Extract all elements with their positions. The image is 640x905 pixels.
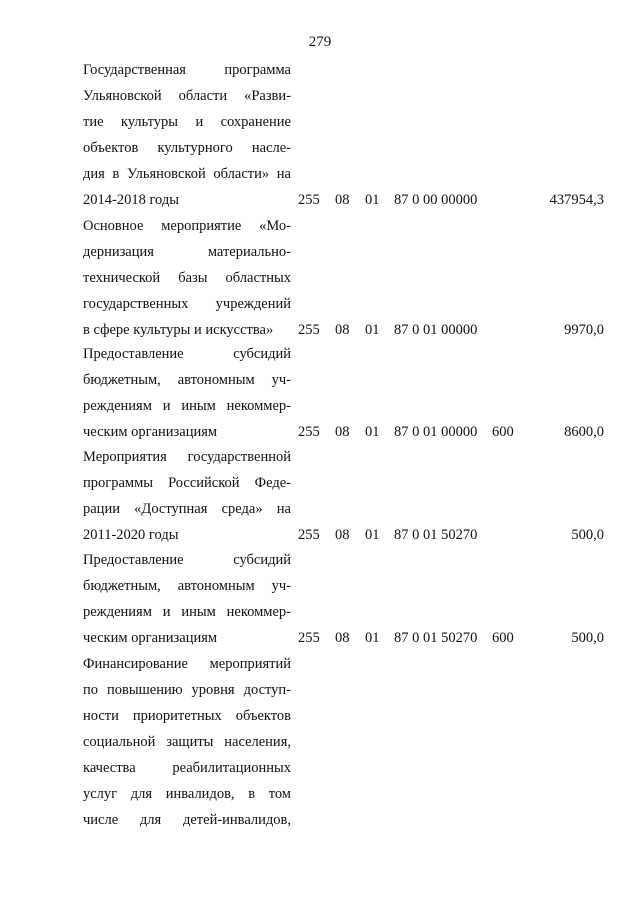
description-line: государственных учреждений <box>83 296 291 312</box>
row-description <box>83 444 291 548</box>
description-line: тие культуры и сохранение <box>83 114 291 130</box>
description-line: реждениям и иным некоммер- <box>83 604 291 620</box>
subsection-code: 01 <box>365 424 380 440</box>
description-line: Финансирование мероприятий <box>83 656 291 672</box>
description-line: ческим организациям <box>83 630 218 646</box>
row-description <box>83 547 291 651</box>
description-line: Мероприятия государственной <box>83 449 291 465</box>
subsection-code: 01 <box>365 192 380 208</box>
description-line: объектов культурного насле- <box>83 140 291 156</box>
expense-type-code: 600 <box>492 630 514 646</box>
subsection-code: 01 <box>365 322 380 338</box>
ministry-code: 255 <box>298 527 320 543</box>
section-code: 08 <box>335 192 350 208</box>
section-code: 08 <box>335 322 350 338</box>
description-line: дия в Ульяновской области» на <box>83 166 291 182</box>
target-article-code: 87 0 00 00000 <box>394 192 478 208</box>
description-line: рации «Доступная среда» на <box>83 501 291 517</box>
description-line: бюджетным, автономным уч- <box>83 372 291 388</box>
target-article-code: 87 0 01 00000 <box>394 322 478 338</box>
description-line: числе для детей-инвалидов, <box>83 812 291 828</box>
ministry-code: 255 <box>298 424 320 440</box>
description-line: дернизация материально- <box>83 244 291 260</box>
row-description <box>83 213 291 343</box>
row-description <box>83 651 291 833</box>
page-number: 279 <box>308 34 332 50</box>
subsection-code: 01 <box>365 630 380 646</box>
ministry-code: 255 <box>298 192 320 208</box>
description-line: ческим организациям <box>83 424 218 440</box>
description-line: Предоставление субсидий <box>83 552 291 568</box>
description-line: 2011-2020 годы <box>83 527 179 543</box>
row-description <box>83 57 291 213</box>
description-line: Ульяновской области «Разви- <box>83 88 291 104</box>
amount: 437954,3 <box>549 192 604 208</box>
expense-type-code: 600 <box>492 424 514 440</box>
amount: 8600,0 <box>564 424 604 440</box>
row-description <box>83 341 291 445</box>
section-code: 08 <box>335 424 350 440</box>
description-line: технической базы областных <box>83 270 291 286</box>
target-article-code: 87 0 01 00000 <box>394 424 478 440</box>
description-line: Государственная программа <box>83 62 291 78</box>
description-line: в сфере культуры и искусства» <box>83 322 274 338</box>
amount: 500,0 <box>571 630 604 646</box>
ministry-code: 255 <box>298 322 320 338</box>
description-line: реждениям и иным некоммер- <box>83 398 291 414</box>
description-line: Основное мероприятие «Мо- <box>83 218 291 234</box>
amount: 9970,0 <box>564 322 604 338</box>
section-code: 08 <box>335 630 350 646</box>
ministry-code: 255 <box>298 630 320 646</box>
description-line: программы Российской Феде- <box>83 475 291 491</box>
description-line: Предоставление субсидий <box>83 346 291 362</box>
description-line: по повышению уровня доступ- <box>83 682 291 698</box>
description-line: ности приоритетных объектов <box>83 708 291 724</box>
target-article-code: 87 0 01 50270 <box>394 527 478 543</box>
description-line: социальной защиты населения, <box>83 734 291 750</box>
amount: 500,0 <box>571 527 604 543</box>
description-line: качества реабилитационных <box>83 760 291 776</box>
subsection-code: 01 <box>365 527 380 543</box>
description-line: услуг для инвалидов, в том <box>83 786 291 802</box>
target-article-code: 87 0 01 50270 <box>394 630 478 646</box>
section-code: 08 <box>335 527 350 543</box>
description-line: бюджетным, автономным уч- <box>83 578 291 594</box>
description-line: 2014-2018 годы <box>83 192 179 208</box>
